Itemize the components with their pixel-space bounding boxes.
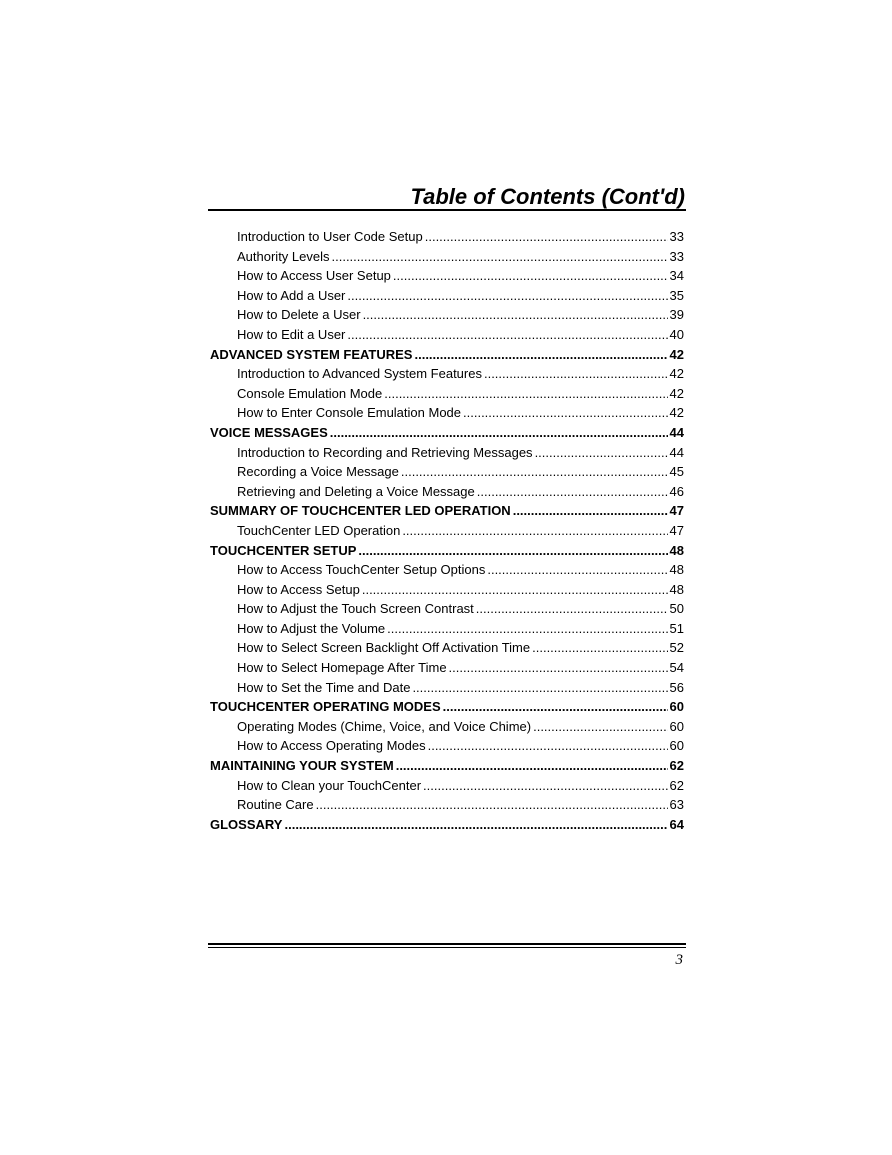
toc-dot-leader [533,717,667,737]
toc-subsection-entry [210,795,684,815]
toc-entry-label: How to Select Screen Backlight Off Activation Time [237,640,531,656]
toc-entry-label: How to Access Setup [237,581,360,597]
toc-entry-label: How to Clean your TouchCenter [237,777,422,793]
toc-entry-label: How to Delete a User [237,307,361,323]
toc-entry-label: VOICE MESSAGES [210,424,328,440]
toc-dot-leader [393,266,668,286]
toc-dot-leader [362,580,668,600]
toc-subsection-entry [210,325,684,345]
toc-subsection-entry [210,736,684,756]
toc-dot-leader [449,658,668,678]
toc-entry-page: 62 [669,777,684,793]
toc-entry-page: 47 [669,522,684,538]
toc-entry-page: 56 [669,679,684,695]
toc-dot-leader [284,815,667,835]
toc-subsection-entry [210,227,684,247]
toc-entry-label: TouchCenter LED Operation [237,522,401,538]
toc-entry-page: 54 [669,660,684,676]
toc-entry-label: Introduction to User Code Setup [237,229,423,244]
toc-entry-page: 39 [669,307,684,323]
toc-dot-leader [387,619,667,639]
toc-entry-page: 34 [669,268,684,284]
toc-entry-label: How to Access Operating Modes [237,738,426,754]
toc-section-entry [210,756,684,776]
toc-dot-leader [476,599,668,619]
toc-dot-leader [428,736,668,756]
toc-entry-label: TOUCHCENTER OPERATING MODES [210,699,441,715]
toc-entry-label: Routine Care [237,797,314,813]
toc-subsection-entry [210,599,684,619]
toc-dot-leader [316,795,668,815]
toc-dot-leader [347,325,667,345]
toc-dot-leader [425,227,668,247]
toc-subsection-entry [210,560,684,580]
footer-rule [208,943,686,945]
toc-entry-label: How to Enter Console Emulation Mode [237,405,462,421]
toc-entry-page: 60 [669,738,684,754]
toc-dot-leader [423,776,668,796]
toc-entry-label: GLOSSARY [210,816,283,832]
toc-entry-page: 51 [669,620,684,636]
toc-dot-leader [484,364,668,384]
toc-entry-page: 44 [669,444,684,460]
toc-dot-leader [487,560,667,580]
toc-subsection-entry [210,462,684,482]
toc-dot-leader [463,403,668,423]
toc-entry-label: Introduction to Advanced System Features [237,366,482,382]
toc-section-entry [210,541,684,561]
toc-entry-label: MAINTAINING YOUR SYSTEM [210,758,394,774]
toc-entry-page: 60 [669,699,684,715]
toc-dot-leader [412,678,667,698]
toc-subsection-entry [210,266,684,286]
toc-section-entry [210,697,684,717]
toc-dot-leader [535,443,668,463]
toc-subsection-entry [210,521,684,541]
toc-entry-label: Retrieving and Deleting a Voice Message [237,483,475,499]
toc-entry-page: 44 [669,424,684,440]
toc-entry-page: 50 [669,601,684,617]
toc-entry-label: Console Emulation Mode [237,385,383,401]
toc-entry-label: TOUCHCENTER SETUP [210,542,357,558]
toc-subsection-entry [210,482,684,502]
toc-entry-page: 35 [669,287,684,303]
toc-dot-leader [396,756,668,776]
toc-entry-page: 48 [669,562,684,578]
footer-rule-thin [208,947,686,948]
toc-entry-label: ADVANCED SYSTEM FEATURES [210,346,413,362]
toc-dot-leader [443,697,668,717]
toc-dot-leader [513,501,668,521]
toc-section-entry [210,501,684,521]
toc-entry-page: 42 [669,366,684,382]
toc-subsection-entry [210,776,684,796]
toc-entry-page: 52 [669,640,684,656]
toc-entry-page: 42 [669,346,684,362]
toc-entry-label: Authority Levels [237,248,330,264]
toc-dot-leader [332,247,668,267]
toc-subsection-entry [210,286,684,306]
toc-entry-page: 60 [669,718,684,734]
toc-entry-label: How to Set the Time and Date [237,679,411,695]
toc-entry-label: Introduction to Recording and Retrieving Messages [237,444,533,460]
toc-subsection-entry [210,443,684,463]
toc-dot-leader [363,305,668,325]
toc-dot-leader [358,541,667,561]
toc-dot-leader [401,462,668,482]
page-title: Table of Contents (Cont'd) [410,184,685,209]
toc-subsection-entry [210,638,684,658]
toc-entry-label: How to Access User Setup [237,268,391,284]
page-number: 3 [675,952,683,968]
toc-entry-page: 63 [669,797,684,813]
toc-entry-label: How to Adjust the Touch Screen Contrast [237,601,474,617]
toc-entry-label: SUMMARY OF TOUCHCENTER LED OPERATION [210,503,511,519]
toc-subsection-entry [210,403,684,423]
toc-entry-page: 42 [669,405,684,421]
toc-entry-page: 33 [669,248,684,264]
toc-subsection-entry [210,717,684,737]
toc-dot-leader [414,345,667,365]
toc-entry-label: How to Select Homepage After Time [237,660,447,676]
title-rule [208,209,686,211]
toc-entry-label: Operating Modes (Chime, Voice, and Voice Chime) [237,718,532,734]
toc-subsection-entry [210,364,684,384]
toc-entry-page: 48 [669,542,684,558]
toc-subsection-entry [210,619,684,639]
toc-entry-page: 48 [669,581,684,597]
toc-dot-leader [477,482,668,502]
toc-dot-leader [402,521,667,541]
table-of-contents [210,227,684,834]
toc-entry-page: 42 [669,385,684,401]
toc-entry-page: 40 [669,326,684,342]
toc-section-entry [210,423,684,443]
toc-dot-leader [532,638,667,658]
toc-subsection-entry [210,305,684,325]
toc-entry-page: 45 [669,464,684,480]
toc-entry-label: How to Adjust the Volume [237,620,386,636]
toc-entry-page: 33 [669,229,684,244]
toc-entry-page: 46 [669,483,684,499]
toc-subsection-entry [210,658,684,678]
toc-entry-page: 47 [669,503,684,519]
toc-subsection-entry [210,678,684,698]
toc-entry-label: How to Access TouchCenter Setup Options [237,562,486,578]
toc-entry-page: 64 [669,816,684,832]
toc-entry-label: How to Edit a User [237,326,346,342]
toc-entry-page: 62 [669,758,684,774]
toc-dot-leader [330,423,668,443]
toc-dot-leader [384,384,667,404]
toc-section-entry [210,345,684,365]
toc-entry-label: How to Add a User [237,287,346,303]
toc-subsection-entry [210,384,684,404]
toc-subsection-entry [210,247,684,267]
toc-section-entry [210,815,684,835]
toc-subsection-entry [210,580,684,600]
toc-entry-label: Recording a Voice Message [237,464,399,480]
toc-dot-leader [347,286,667,306]
